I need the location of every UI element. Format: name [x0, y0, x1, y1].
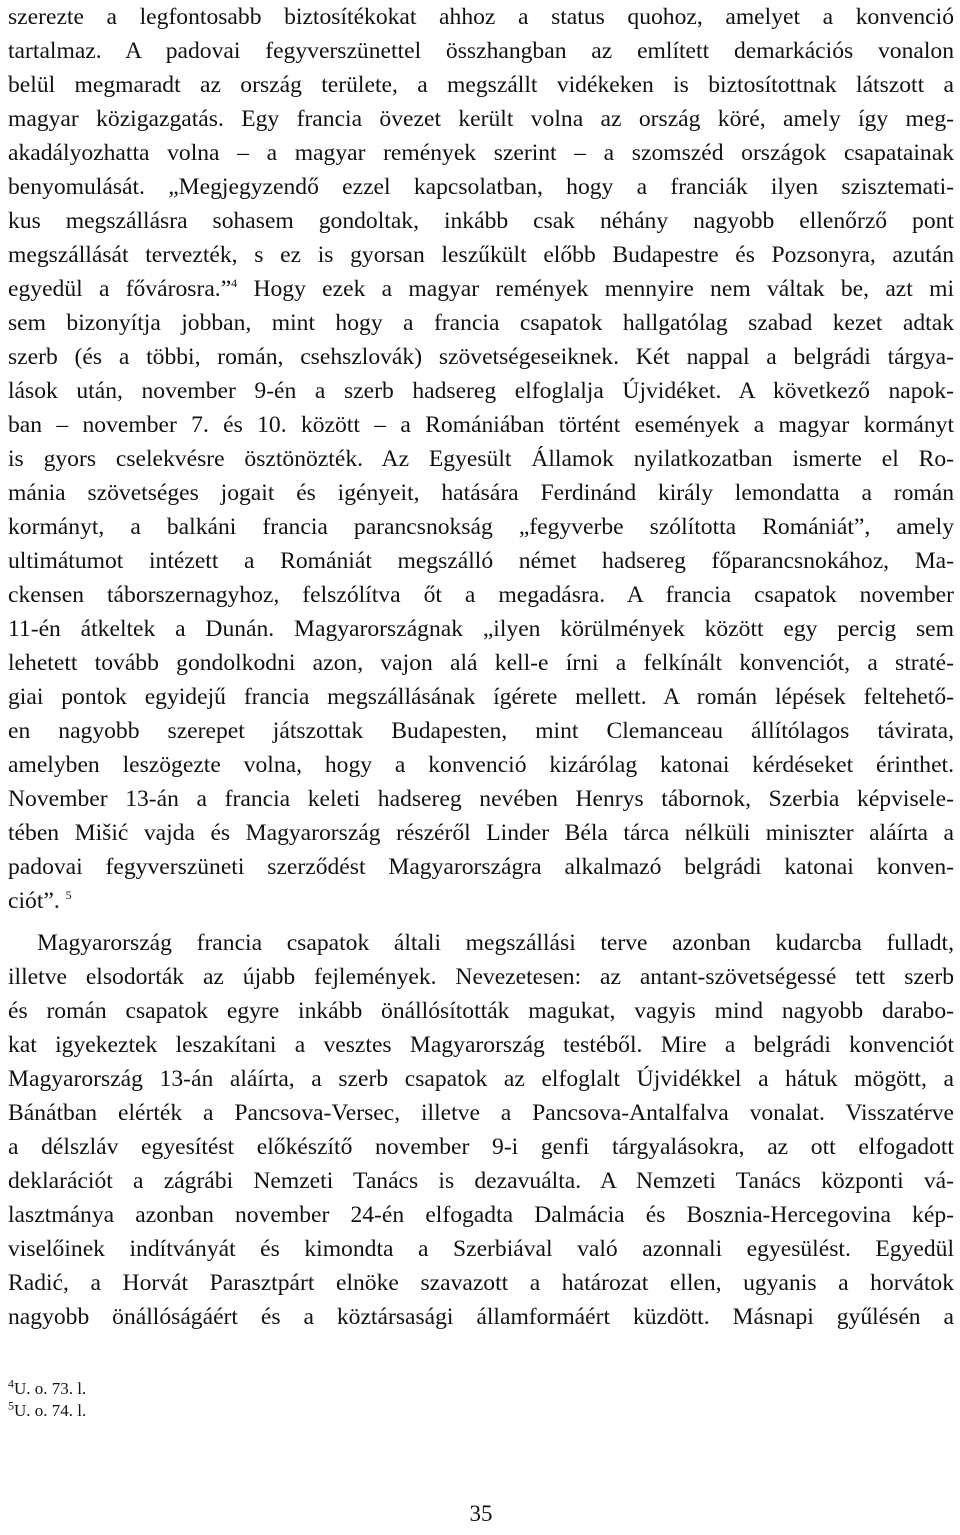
text-line: kus megszállásra sohasem gondoltak, inkább csak néhány nagyobb ellenőrző pont	[8, 208, 954, 234]
page-number: 35	[469, 1501, 493, 1526]
text-line: sem bizonyítja jobban, mint hogy a francia csapatok hallgatólag szabad kezet adtak	[8, 310, 954, 336]
text-line: 11-én átkeltek a Dunán. Magyarországnak „ilyen körülmények között egy percig sem	[8, 616, 954, 642]
text-line: a délszláv egyesítést előkészítő november 9-i genfi tárgyalásokra, az ott elfogadott	[8, 1134, 954, 1160]
text-line: és román csapatok egyre inkább önállósították magukat, vagyis mind nagyobb darabo-	[8, 998, 954, 1024]
text-segment: Hogy ezek a magyar remények mennyire nem váltak be, azt mi	[253, 276, 954, 302]
footnote-mark: 4	[8, 1376, 14, 1391]
text-line: Bánátban elérték a Pancsova-Versec, illetve a Pancsova-Antalfalva vonalat. Visszatérve	[8, 1100, 954, 1126]
footnote-ref-4: 4	[231, 276, 238, 291]
text-line: lások után, november 9-én a szerb hadsereg elfoglalja Újvidéket. A következő napok-	[8, 378, 954, 404]
text-line-with-footnote	[8, 884, 954, 918]
text-line: November 13-án a francia keleti hadsereg nevében Henrys tábornok, Szerbia képvisele-	[8, 786, 954, 812]
footnote-text: U. o. 73. l.	[14, 1379, 87, 1398]
text-line: benyomulását. „Megjegyzendő ezzel kapcsolatban, hogy a franciák ilyen szisztemati-	[8, 174, 954, 200]
text-line: illetve elsodorták az újabb fejlemények. Nevezetesen: az antant-szövetségessé tett szerb	[8, 964, 954, 990]
text-line: Magyarország 13-án aláírta, a szerb csapatok az elfoglalt Újvidékkel a hátuk mögött, a	[8, 1066, 954, 1092]
text-line: magyar közigazgatás. Egy francia övezet került volna az ország köré, amely így meg-	[8, 106, 954, 132]
text-line: megszállását tervezték, s ez is gyorsan leszűkült előbb Budapestre és Pozsonyra, azután	[8, 242, 954, 268]
text-line: szerb (és a többi, román, csehszlovák) szövetségeseiknek. Két nappal a belgrádi tárgya-	[8, 344, 954, 370]
footnotes	[8, 1378, 86, 1422]
text-line: belül megmaradt az ország területe, a megszállt vidékeken is biztosítottnak látszott a	[8, 72, 954, 98]
footnote-mark: 5	[8, 1398, 14, 1413]
text-line: giai pontok egyidejű francia megszállásának ígérete mellett. A román lépések feltehető-	[8, 684, 954, 710]
text-line: akadályozhatta volna – a magyar remények szerint – a szomszéd országok csapatainak	[8, 140, 954, 166]
text-line: Radić, a Horvát Parasztpárt elnöke szavazott a határozat ellen, ugyanis a horvátok	[8, 1270, 954, 1296]
footnote	[8, 1378, 86, 1400]
text-line: nagyobb önállóságáért és a köztársasági államformáért küzdött. Másnapi gyűlésén a	[8, 1304, 954, 1330]
text-line: kat igyekeztek leszakítani a vesztes Magyarország testéből. Mire a belgrádi konvenciót	[8, 1032, 954, 1058]
footnote	[8, 1400, 86, 1422]
text-segment: egyedül a fővárosra.”	[8, 276, 232, 302]
footnote-text: U. o. 74. l.	[14, 1401, 87, 1420]
text-line: szerezte a legfontosabb biztosítékokat ahhoz a status quohoz, amelyet a konvenció	[8, 4, 954, 30]
text-line: tartalmaz. A padovai fegyverszünettel összhangban az említett demarkációs vonalon	[8, 38, 954, 64]
text-line: viselőinek indítványát és kimondta a Szerbiával való azonnali egyesülést. Egyedül	[8, 1236, 954, 1262]
text-line: en nagyobb szerepet játszottak Budapesten, mint Clemanceau állítólagos távirata,	[8, 718, 954, 744]
text-line: ban – november 7. és 10. között – a Romániában történt események a magyar kormányt	[8, 412, 954, 438]
text-line: lasztmánya azonban november 24-én elfogadta Dalmácia és Bosznia-Hercegovina kép-	[8, 1202, 954, 1228]
text-line: is gyors cselekvésre ösztönözték. Az Egyesült Államok nyilatkozatban ismerte el Ro-	[8, 446, 954, 472]
text-line: mánia szövetséges jogait és igényeit, hatására Ferdinánd király lemondatta a román	[8, 480, 954, 506]
text-line: ckensen táborszernagyhoz, felszólítva őt a megadásra. A francia csapatok november	[8, 582, 954, 608]
text-line: padovai fegyverszüneti szerződést Magyarországra alkalmazó belgrádi katonai konven-	[8, 854, 954, 880]
paragraph-first-line: Magyarország francia csapatok általi megszállási terve azonban kudarcba fulladt,	[37, 930, 954, 956]
text-line: deklarációt a zágrábi Nemzeti Tanács is dezavuálta. A Nemzeti Tanács központi vá-	[8, 1168, 954, 1194]
text-line: lehetett tovább gondolkodni azon, vajon alá kell-e írni a felkínált konvenciót, a straté-	[8, 650, 954, 676]
text-line: amelyben leszögezte volna, hogy a konvenció kizárólag katonai kérdéseket érinthet.	[8, 752, 954, 778]
text-line: kormányt, a balkáni francia parancsnokság „fegyverbe szólította Romániát”, amely	[8, 514, 954, 540]
text-line: ultimátumot intézett a Romániát megszálló német hadsereg főparancsnokához, Ma-	[8, 548, 954, 574]
text-segment: ciót”.	[8, 888, 60, 914]
text-line: tében Mišić vajda és Magyarország részéről Linder Béla tárca nélküli miniszter aláírta a	[8, 820, 954, 846]
text-line-with-footnote	[8, 272, 954, 306]
footnote-ref-5: 5	[65, 888, 72, 903]
